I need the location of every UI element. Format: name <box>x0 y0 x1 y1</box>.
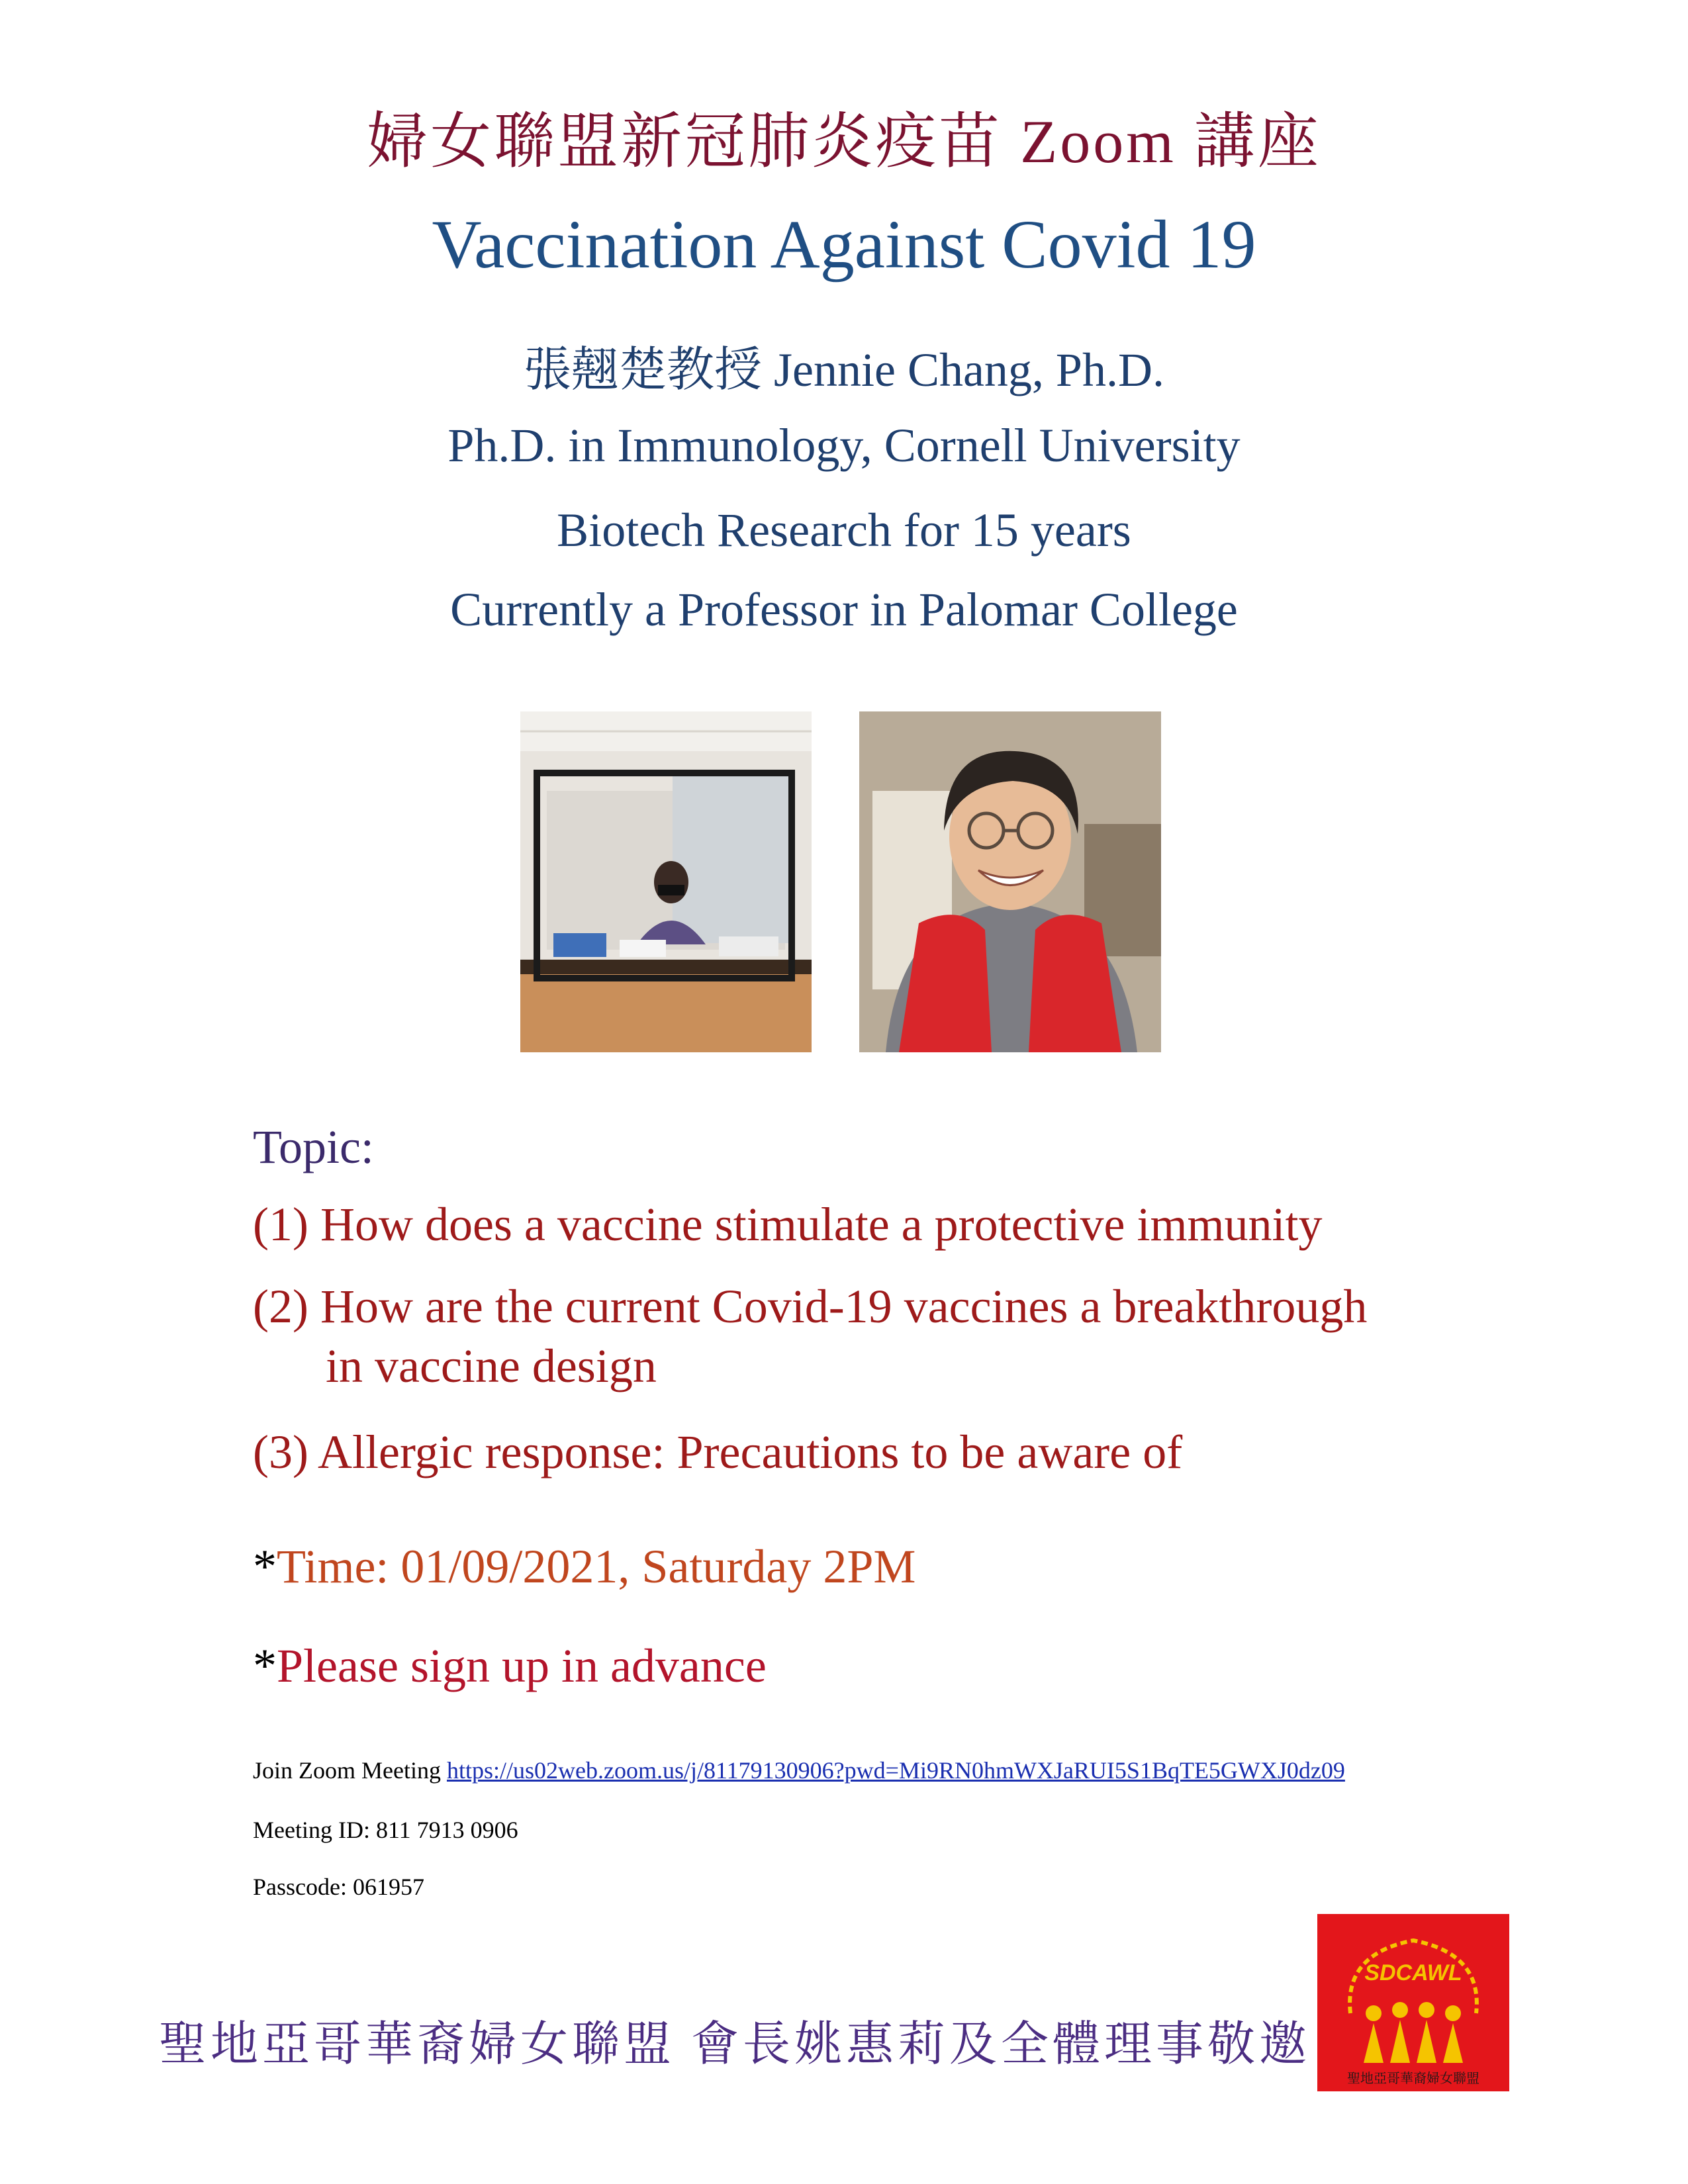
speaker-degree: Ph.D. in Immunology, Cornell University <box>447 419 1241 472</box>
zoom-passcode: Passcode: 061957 <box>253 1874 424 1900</box>
signup-note <box>253 1639 767 1694</box>
topic-item-2: (2) How are the current Covid-19 vaccines a breakthrough <box>253 1280 1368 1333</box>
sdcawl-logo <box>1317 1914 1509 2091</box>
topic-item-2-continued: in vaccine design <box>326 1340 657 1392</box>
chinese-title: 婦女聯盟新冠肺炎疫苗 Zoom 講座 <box>367 108 1321 175</box>
speaker-research: Biotech Research for 15 years <box>557 504 1131 557</box>
signup-asterisk: * <box>253 1639 277 1692</box>
zoom-join-link[interactable]: https://us02web.zoom.us/j/81179130906?pwd=Mi9RN0hmWXJaRUI5S1BqTE5GWXJ0dz09 <box>446 1757 1345 1784</box>
topic-item-1: (1) How does a vaccine stimulate a protective immunity <box>253 1198 1323 1251</box>
time-asterisk: * <box>253 1540 277 1593</box>
zoom-meeting-id: Meeting ID: 811 7913 0906 <box>253 1817 518 1843</box>
sdcawl-logo-graphic <box>1317 1914 1509 2091</box>
topic-item-3: (3) Allergic response: Precautions to be aware of <box>253 1426 1183 1479</box>
topic-heading: Topic: <box>253 1120 374 1173</box>
logo-caption: 聖地亞哥華裔婦女聯盟 <box>1347 2070 1479 2086</box>
speaker-portrait-photo <box>859 711 1161 1052</box>
zoom-join-label: Join Zoom Meeting <box>253 1757 447 1784</box>
zoom-join-line <box>253 1756 1345 1784</box>
event-time <box>253 1539 915 1594</box>
lab-photo-illustration <box>520 711 812 1052</box>
english-title: Vaccination Against Covid 19 <box>432 206 1256 283</box>
speaker-name: 張翹楚教授 Jennie Chang, Ph.D. <box>524 343 1164 396</box>
time-value: Time: 01/09/2021, Saturday 2PM <box>277 1540 916 1593</box>
lab-photo <box>520 711 812 1052</box>
portrait-illustration <box>859 711 1161 1052</box>
speaker-current-position: Currently a Professor in Palomar College <box>450 583 1238 636</box>
footer-invitation: 聖地亞哥華裔婦女聯盟 會長姚惠莉及全體理事敬邀 <box>159 2018 1311 2071</box>
logo-text: SDCAWL <box>1364 1960 1462 1985</box>
signup-value: Please sign up in advance <box>277 1639 767 1692</box>
